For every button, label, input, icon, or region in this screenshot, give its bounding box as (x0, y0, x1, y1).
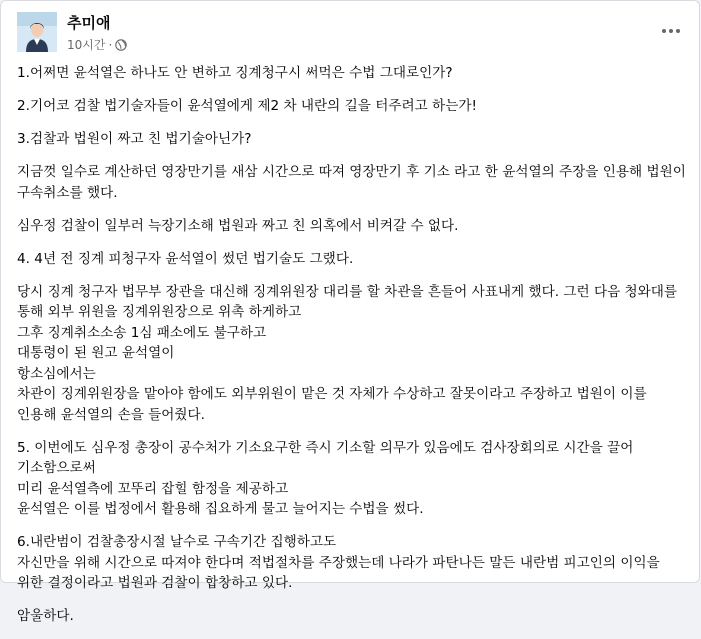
meta-separator: · (108, 37, 113, 52)
avatar[interactable] (17, 12, 57, 52)
post-paragraph: 2.기어코 검찰 법기술자들이 윤석열에게 제2 차 내란의 길을 터주려고 하는가! (17, 98, 477, 114)
post-timestamp[interactable]: 10시간 (67, 38, 106, 52)
post-paragraph: 4. 4년 전 징계 피청구자 윤석열이 썼던 법기술도 그랬다. (17, 250, 354, 267)
post-paragraph: 지금껏 일수로 계산하던 영장만기를 새삼 시간으로 따져 영장만기 후 기소 라고 한 윤석열의 주장을 인용해 법원이 구속취소를 했다. (17, 164, 686, 201)
globe-icon[interactable] (115, 39, 127, 51)
post-paragraph: 1.어쩌면 윤석열은 하나도 안 변하고 징계청구시 써먹은 수법 그대로인가? (17, 65, 453, 81)
post-paragraph: 6.내란범이 검찰총장시절 날수로 구속기간 집행하고도 자신만을 위해 시간으로 따져야 한다며 적법절차를 주장했는데 나라가 파탄나든 말든 내란범 피고인의 이익을 위한 결정이라고 법원과 검찰이 합창하고 있다. (17, 534, 660, 591)
author-name[interactable]: 추미애 (67, 14, 111, 32)
post-paragraph: 암울하다. (17, 608, 74, 624)
more-options-icon[interactable] (657, 21, 685, 41)
post-paragraph: 당시 징계 청구자 법무부 장관을 대신해 징계위원장 대리를 할 차관을 흔들어 사표내게 했다. 그런 다음 청와대를 통해 외부 위원을 징계위원장으로 위촉 하게하고 그후 징계취소소송 1심 패소에도 불구하고 대통령이 된 원고 윤석열이 항소심에서는 차관이 징계위원장을 맡아야 함에도 외부위원이 맡은 것 자체가 수상하고 잘못이라고 주장하고 법원이 이를 인용해 윤석열의 손을 들어줬다. (17, 283, 678, 423)
post-body (17, 63, 687, 639)
profile-photo-icon (17, 12, 57, 52)
post-paragraph: 5. 이번에도 심우정 총장이 공수처가 기소요구한 즉시 기소할 의무가 있음에도 검사장회의로 시간을 끌어 기소함으로써 미리 윤석열측에 꼬뚜리 잡힐 함정을 제공하고 윤석열은 이를 법정에서 활용해 집요하게 물고 늘어지는 수법을 썼다. (17, 439, 634, 517)
post-header (1, 1, 701, 61)
post-paragraph: 3.검찰과 법원이 짜고 친 법기술아닌가? (17, 131, 252, 147)
post-meta (67, 36, 127, 53)
post-paragraph: 심우정 검찰이 일부러 늑장기소해 법원과 짜고 친 의혹에서 비켜갈 수 없다. (17, 217, 459, 234)
